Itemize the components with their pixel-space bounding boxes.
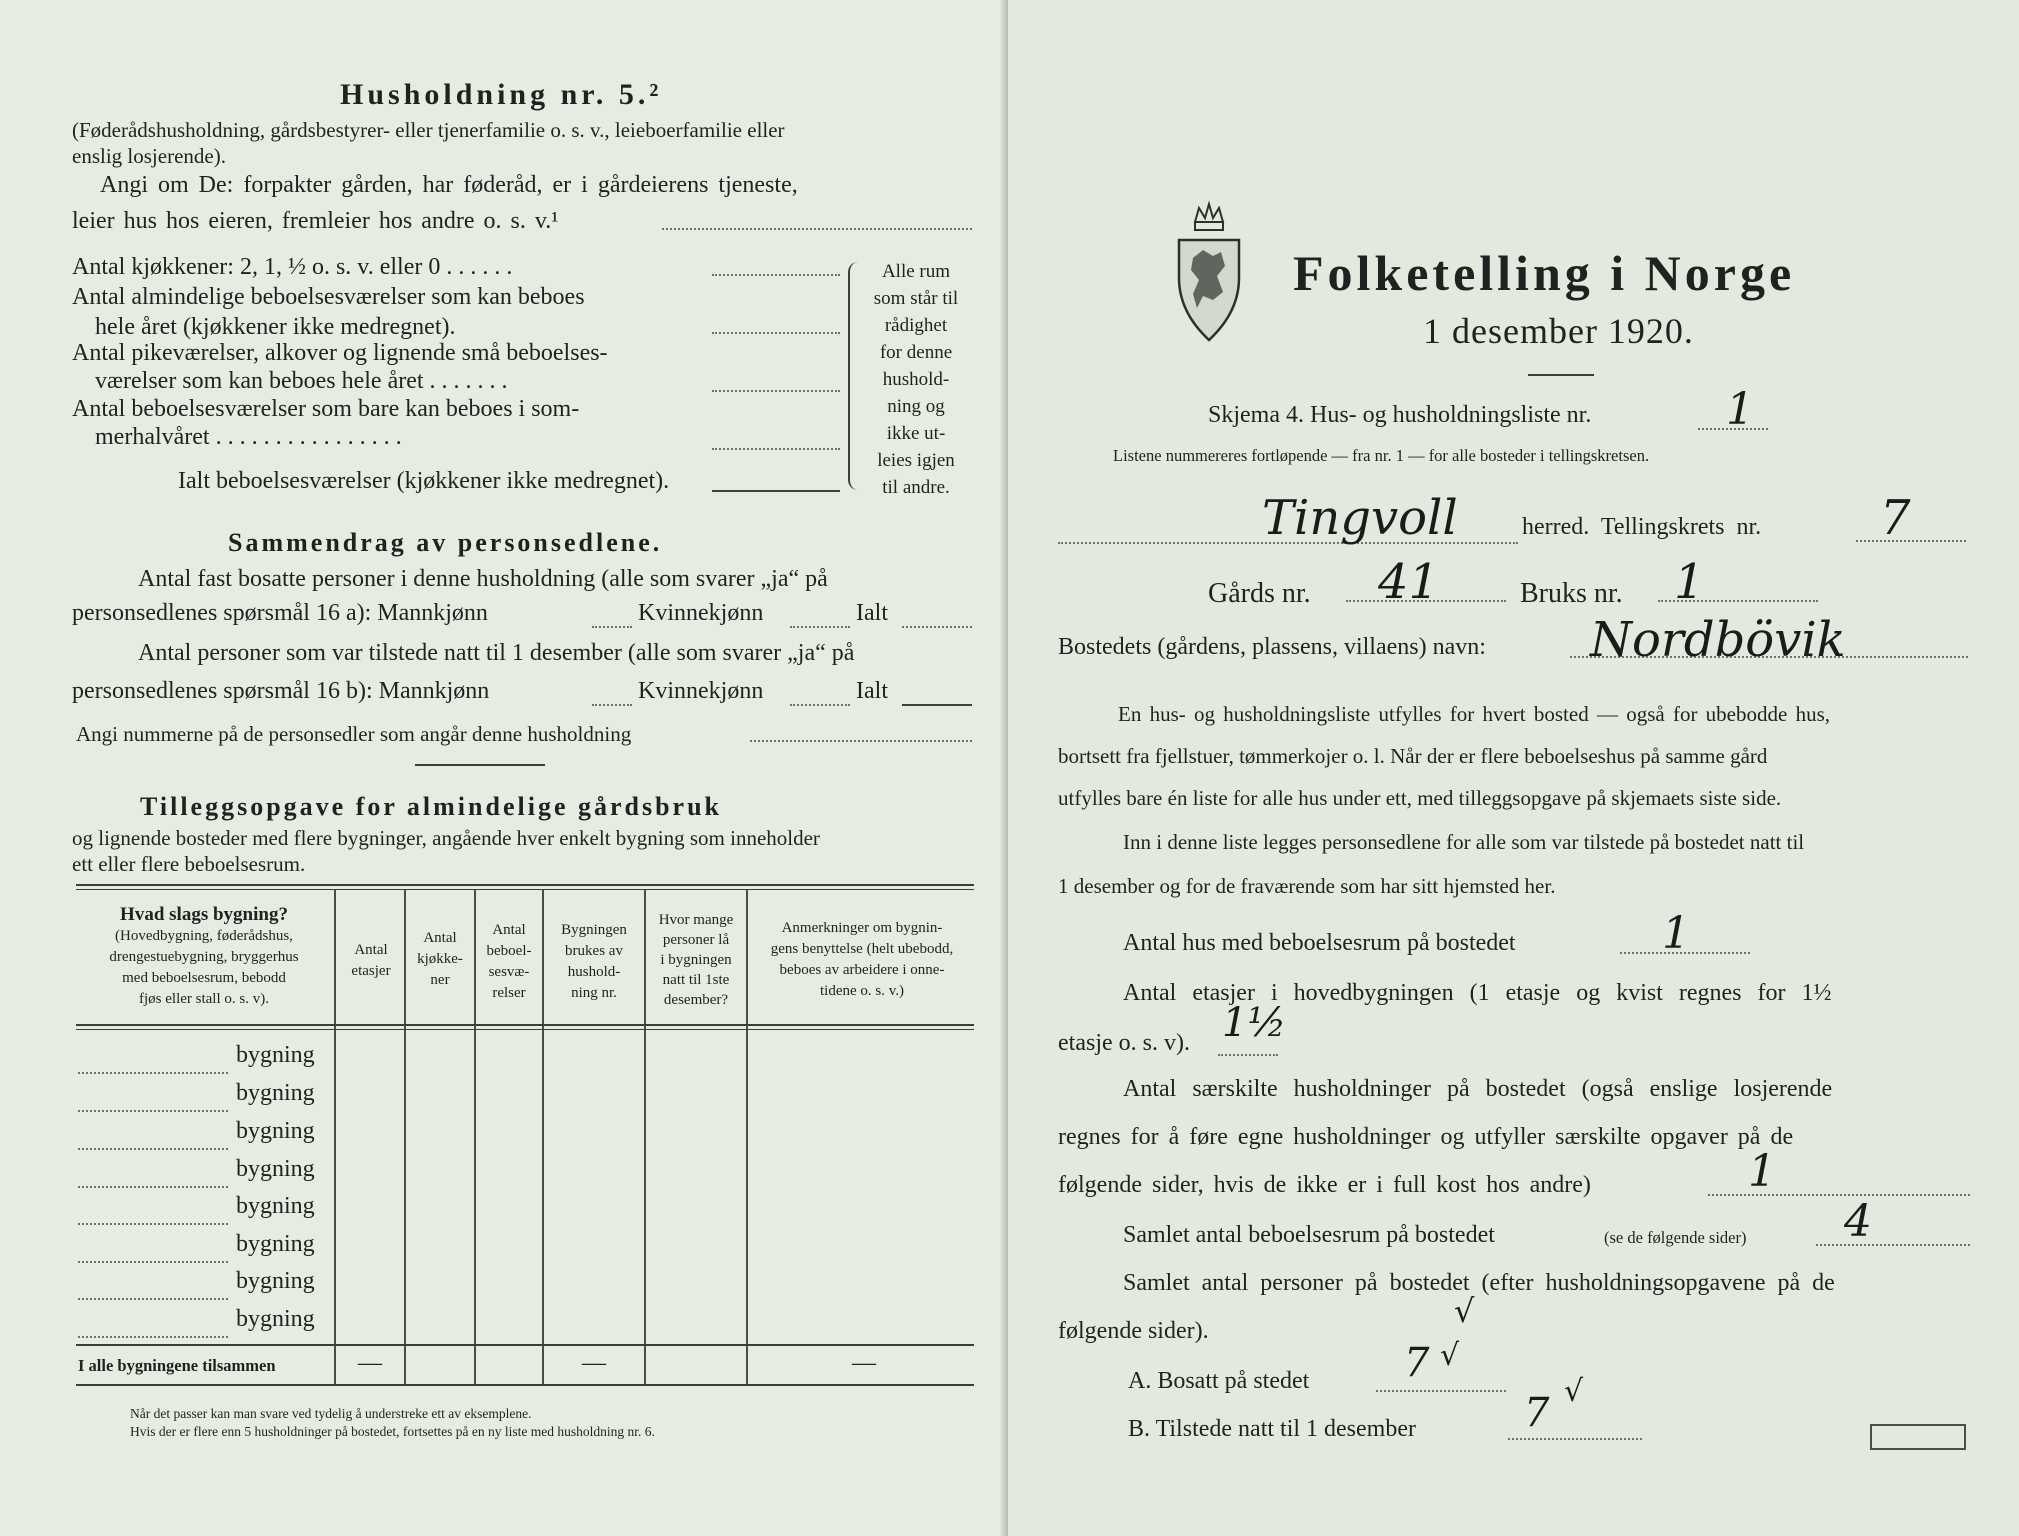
instruction-line1: En hus- og husholdningsliste utfylles for hvert bosted — også for ubebodde hus, [1118,702,1830,726]
present-total-label: Ialt [856,678,888,704]
col-sep [404,890,406,1384]
bosted-value: Nordbövik [1590,612,1846,668]
col-rooms-header [476,920,542,1004]
building-row-field[interactable] [78,1336,228,1338]
tellingskrets-value: 7 [1880,490,1911,546]
total-household-dash: — [582,1350,606,1376]
col-building-type-note: drengestuebygning, bryggerhus [109,949,299,965]
gards-value: 41 [1378,554,1440,610]
col-persons-line: i bygningen [660,952,732,968]
gards-label: Gårds nr. [1208,578,1311,609]
present-total-field[interactable] [902,704,972,706]
col-floors-line: etasjer [351,963,391,979]
col-sep [644,890,646,1384]
farm-intro-line2: ett eller flere beboelsesrum. [72,852,306,876]
etasjer-label-line2: etasje o. s. v). [1058,1030,1190,1056]
personer-line2: følgende sider). [1058,1318,1209,1344]
col-persons-line: natt til 1ste [662,972,730,988]
kitchens-field[interactable] [712,274,840,276]
building-row-label: bygning [236,1080,315,1106]
col-sep [746,890,748,1384]
col-rooms-line: beboel- [486,943,532,959]
summary-resident-line1: Antal fast bosatte personer i denne husholdning (alle som svarer „ja“ på [138,566,828,592]
col-kitchens-header [406,928,474,991]
herred-value: Tingvoll [1262,490,1458,546]
etasjer-label-line1: Antal etasjer i hovedbygningen (1 etasje og kvist regnes for 1½ [1123,980,1832,1006]
bosatt-value: 7 [1404,1340,1430,1386]
bosted-label: Bostedets (gårdens, plassens, villaens) navn: [1058,634,1486,660]
col-building-type-note: med beboelsesrum, bebodd [122,970,286,986]
col-remarks-line: Anmerkninger om bygnin- [781,920,943,936]
hus-label: Antal hus med beboelsesrum på bostedet [1123,930,1516,956]
rum-value: 4 [1844,1196,1872,1247]
building-row-field[interactable] [78,1148,228,1150]
rooms-note-line: leies igjen [877,450,955,471]
col-persons-line: Hvor mange [658,912,734,928]
col-persons-line: personer lå [662,932,730,948]
col-household-header [544,920,644,1004]
ordinary-rooms-label-1: Antal almindelige beboelsesværelser som kan beboes [72,284,585,310]
building-row-field[interactable] [78,1072,228,1074]
etasjer-value: 1½ [1222,1000,1287,1046]
col-sep [334,890,336,1384]
person-numbers-field[interactable] [750,740,972,742]
tilstede-label: B. Tilstede natt til 1 desember [1128,1416,1416,1442]
maid-rooms-field[interactable] [712,390,840,392]
total-floors-dash: — [358,1350,382,1376]
col-kitchens-line: kjøkke- [417,951,463,967]
building-row-field[interactable] [78,1298,228,1300]
kitchens-label: Antal kjøkkener: 2, 1, ½ o. s. v. eller 0 . . . . . . [72,254,513,280]
angi-line2: leier hus hos eieren, fremleier hos andre o. s. v.¹ [72,208,559,234]
col-building-type-title: Hvad slags bygning? [120,904,288,925]
present-male-field[interactable] [592,704,632,706]
summary-present-line1: Antal personer som var tilstede natt til 1 desember (alle som svarer „ja“ på [138,640,855,666]
col-floors-line: Antal [354,942,388,958]
husholdninger-line3: følgende sider, hvis de ikke er i full kost hos andre) [1058,1172,1591,1198]
personer-line1: Samlet antal personer på bostedet (efter husholdningsopgavene på de [1123,1270,1835,1296]
rum-note: (se de følgende sider) [1604,1228,1747,1247]
personer-check-mark: √ [1454,1292,1475,1330]
table-top-rule [76,884,974,886]
angi-line1: Angi om De: forpakter gården, har føderåd, er i gårdeierens tjeneste, [100,172,798,198]
title-divider [1528,374,1594,376]
col-building-type-note: (Hovedbygning, føderådshus, [115,928,293,944]
husholdninger-line2: regnes for å føre egne husholdninger og utfyller særskilte opgaver på de [1058,1124,1794,1150]
summary-title: Sammendrag av personsedlene. [228,528,663,557]
maid-rooms-label-1: Antal pikeværelser, alkover og lignende små beboelses- [72,340,608,366]
col-household-line: brukes av [565,943,623,959]
rooms-note-line: for denne [879,342,953,363]
building-row-field[interactable] [78,1186,228,1188]
building-row-field[interactable] [78,1110,228,1112]
col-kitchens-line: ner [430,972,450,988]
summer-rooms-label-2: merhalvåret . . . . . . . . . . . . . . . . [95,424,402,450]
building-row-field[interactable] [78,1261,228,1263]
total-buildings-label: I alle bygningene tilsammen [78,1356,276,1375]
col-remarks-line: tidene o. s. v.) [819,983,904,999]
rum-label: Samlet antal beboelsesrum på bostedet [1123,1222,1495,1248]
skjema-number-value: 1 [1726,384,1754,435]
col-rooms-line: relser [492,985,526,1001]
summer-rooms-field[interactable] [712,448,840,450]
right-page [1008,0,2019,1536]
building-row-label: bygning [236,1042,315,1068]
resident-male-field[interactable] [592,626,632,628]
tilstede-value: 7 [1524,1390,1550,1436]
rum-line[interactable] [1816,1244,1970,1246]
summary-present-line2: personsedlenes spørsmål 16 b): Mannkjønn [72,678,490,704]
person-numbers-label: Angi nummerne på de personsedler som angår denne husholdning [76,722,632,746]
col-remarks-header [750,918,974,1002]
left-page [0,0,1008,1536]
col-household-line: Bygningen [561,922,627,938]
footnote-1: Når det passer kan man svare ved tydelig å understreke ett av eksemplene. [130,1406,532,1421]
total-remarks-dash: — [852,1350,876,1376]
ordinary-rooms-label-2: hele året (kjøkkener ikke medregnet). [95,314,456,340]
rooms-note-line: som står til [873,288,959,309]
tellingskrets-line[interactable] [1856,540,1966,542]
rooms-note-line: Alle rum [881,261,951,282]
col-remarks-line: beboes av arbeidere i onne- [779,962,945,978]
rooms-note-line: rådighet [884,315,948,336]
angi-answer-line[interactable] [662,228,972,230]
col-rooms-line: sesvæ- [488,964,530,980]
table-total-rule [76,1344,974,1346]
col-remarks-line: gens benyttelse (helt ubebodd, [770,941,954,957]
printer-stamp [1870,1424,1966,1450]
bosatt-label: A. Bosatt på stedet [1128,1368,1310,1394]
bosatt-check-mark: √ [1440,1338,1460,1373]
census-title: Folketelling i Norge [1293,245,1796,301]
col-sep [474,890,476,1384]
bruks-label: Bruks nr. [1520,578,1623,609]
etasjer-line[interactable] [1218,1054,1278,1056]
husholdninger-value: 1 [1748,1146,1776,1197]
building-row-field[interactable] [78,1223,228,1225]
table-bottom-rule [76,1384,974,1386]
ordinary-rooms-field[interactable] [712,332,840,334]
summer-rooms-label-1: Antal beboelsesværelser som bare kan beboes i som- [72,396,580,422]
instruction-line2: bortsett fra fjellstuer, tømmerkojer o. l. Når der er flere beboelseshus på samme gård [1058,744,1768,768]
footnote-2: Hvis der er flere enn 5 husholdninger på bostedet, fortsettes på en ny liste med husholdning nr. 6. [130,1424,655,1439]
rooms-note-line: ning og [887,396,945,417]
farm-intro-line1: og lignende bosteder med flere bygninger, angående hver enkelt bygning som inneholder [72,826,820,850]
col-building-type-note: fjøs eller stall o. s. v). [139,991,269,1007]
census-date: 1 desember 1920. [1423,311,1694,351]
bosatt-line[interactable] [1376,1390,1506,1392]
maid-rooms-label-2: værelser som kan beboes hele året . . . . . . . [95,368,508,394]
resident-total-label: Ialt [856,600,888,626]
present-female-label: Kvinnekjønn [638,678,764,704]
resident-female-field[interactable] [790,626,850,628]
skjema-label: Skjema 4. Hus- og husholdningsliste nr. [1208,402,1592,428]
resident-female-label: Kvinnekjønn [638,600,764,626]
building-row-label: bygning [236,1156,315,1182]
col-persons-header [646,910,746,1010]
col-household-line: ning nr. [571,985,617,1001]
building-row-label: bygning [236,1118,315,1144]
building-row-label: bygning [236,1231,315,1257]
tilstede-line[interactable] [1508,1438,1642,1440]
instruction-line3: utfylles bare én liste for alle hus under ett, med tilleggsopgave på skjemaets siste side. [1058,786,1782,810]
present-female-field[interactable] [790,704,850,706]
instruction-line4: Inn i denne liste legges personsedlene for alle som var tilstede på bostedet natt til [1123,830,1805,854]
col-floors-header [336,940,406,982]
total-rooms-field[interactable] [712,490,840,492]
table-header-rule-2 [76,1029,974,1030]
rooms-note-line: til andre. [882,477,950,498]
col-household-line: hushold- [567,964,621,980]
col-rooms-line: Antal [492,922,526,938]
herred-label: herred. Tellingskrets nr. [1522,514,1762,540]
section-divider [415,764,545,766]
building-row-label: bygning [236,1306,315,1332]
household-intro-line1: (Føderådshusholdning, gårdsbestyrer- eller tjenerfamilie o. s. v., leieboerfamilie eller [72,118,785,142]
instruction-line5: 1 desember og for de fraværende som har sitt hjemsted her. [1058,874,1556,898]
col-sep [542,890,544,1384]
tilstede-check-mark: √ [1564,1374,1584,1409]
col-kitchens-line: Antal [423,930,457,946]
building-row-label: bygning [236,1193,315,1219]
household-title: Husholdning nr. 5.² [340,78,663,111]
bruks-value: 1 [1674,554,1705,610]
table-header-rule [76,1024,974,1026]
hus-value: 1 [1662,908,1690,959]
building-row-label: bygning [236,1268,315,1294]
rooms-note [862,258,970,501]
husholdninger-line1: Antal særskilte husholdninger på bostedet (også enslige losjerende [1123,1076,1833,1102]
farm-title: Tilleggsopgave for almindelige gårdsbruk [140,792,723,821]
rooms-note-line: hushold- [882,369,950,390]
summary-resident-line2: personsedlenes spørsmål 16 a): Mannkjønn [72,600,488,626]
household-intro-line2: enslig losjerende). [72,144,226,168]
col-persons-line: desember? [663,992,729,1008]
rooms-note-line: ikke ut- [886,423,946,444]
col-building-type-header [76,904,332,1010]
resident-total-field[interactable] [902,626,972,628]
coat-of-arms-icon [1173,200,1245,350]
table-top-rule-2 [76,889,974,890]
numbering-note: Listene nummereres fortløpende — fra nr. 1 — for alle bosteder i tellingskretsen. [1113,446,1650,465]
total-rooms-label: Ialt beboelsesværelser (kjøkkener ikke medregnet). [178,468,670,494]
